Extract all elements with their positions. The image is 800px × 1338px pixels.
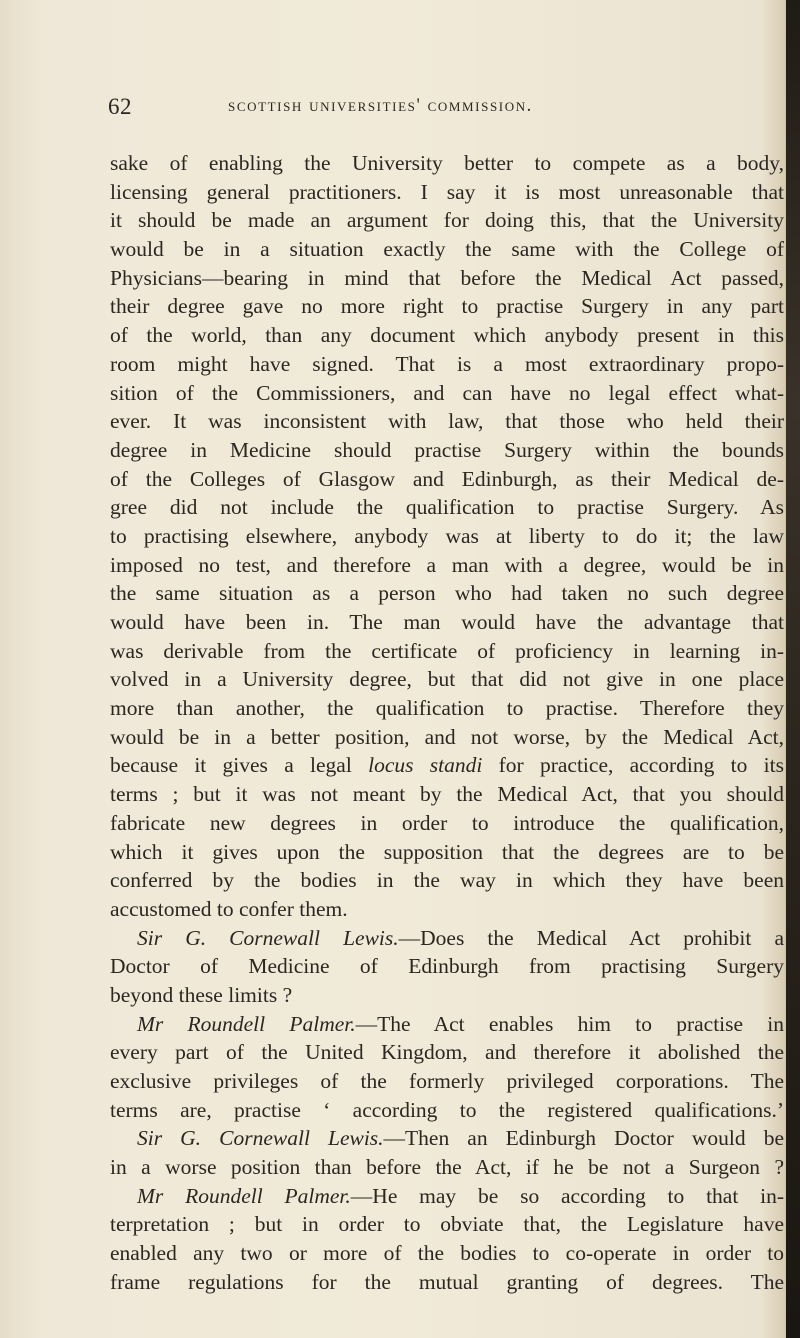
- text-segment: —He may be so according to that in-: [350, 1183, 784, 1208]
- text-line: conferred by the bodies in the way in which they have been: [110, 868, 784, 893]
- text-line: room might have signed. That is a most extraordinary propo-: [110, 351, 784, 376]
- text-line: ever. It was inconsistent with law, that those who held their: [110, 409, 784, 434]
- text-line: gree did not include the qualification to practise Surgery. As: [110, 495, 784, 520]
- text-line: every part of the United Kingdom, and therefore it abolished the: [110, 1040, 784, 1065]
- text-line: licensing general practitioners. I say it is most unreasonable that: [110, 179, 784, 204]
- text-line: [110, 1010, 784, 1039]
- text-line: of the Colleges of Glasgow and Edinburgh, as their Medical de-: [110, 466, 784, 491]
- text-line: imposed no test, and therefore a man with a degree, would be in: [110, 552, 784, 577]
- text-line: Physicians—bearing in mind that before the Medical Act passed,: [110, 265, 784, 290]
- speaker-name: Mr Roundell Palmer.: [137, 1011, 356, 1036]
- text-line: frame regulations for the mutual granting of degrees. The: [110, 1269, 784, 1294]
- text-line: terms are, practise ‘ according to the registered qualifications.’: [110, 1097, 784, 1122]
- text-line: in a worse position than before the Act, if he be not a Surgeon ?: [110, 1155, 784, 1180]
- text-line: [110, 924, 784, 953]
- text-line: accustomed to confer them.: [110, 896, 348, 921]
- running-head: scottish universities' commission.: [228, 96, 533, 116]
- text-line: more than another, the qualification to practise. Therefore they: [110, 696, 784, 721]
- text-segment: for practice, according to its: [498, 753, 784, 778]
- body-text: [110, 149, 784, 1297]
- text-segment: —Then an Edinburgh Doctor would be: [383, 1126, 784, 1151]
- speaker-name: Mr Roundell Palmer.: [137, 1183, 351, 1208]
- text-line: degree in Medicine should practise Surgery within the bounds: [110, 437, 784, 462]
- text-line: which it gives upon the supposition that the degrees are to be: [110, 839, 784, 864]
- text-line: would be in a situation exactly the same with the College of: [110, 237, 784, 262]
- text-line: to practising elsewhere, anybody was at liberty to do it; the law: [110, 523, 784, 548]
- text-line: [110, 1182, 784, 1211]
- text-segment: —Does the Medical Act prohibit a: [398, 925, 784, 950]
- text-line: sake of enabling the University better to compete as a body,: [110, 151, 784, 175]
- latin-phrase: locus standi: [368, 753, 483, 778]
- speaker-name: Sir G. Cornewall Lewis.: [137, 1126, 384, 1151]
- page-number: 62: [108, 94, 132, 119]
- speaker-name: Sir G. Cornewall Lewis.: [137, 925, 399, 950]
- text-line: would be in a better position, and not worse, by the Medical Act,: [110, 724, 784, 749]
- text-line: of the world, than any document which anybody present in this: [110, 323, 784, 348]
- text-line: their degree gave no more right to practise Surgery in any part: [110, 294, 784, 319]
- text-line: it should be made an argument for doing this, that the University: [110, 208, 784, 233]
- text-line: fabricate new degrees in order to introduce the qualification,: [110, 810, 784, 835]
- text-line: [110, 751, 784, 780]
- text-line: exclusive privileges of the formerly privileged corporations. The: [110, 1069, 784, 1093]
- page-header: [108, 94, 784, 124]
- text-line: [110, 1124, 784, 1153]
- page-edge-shadow: [786, 0, 800, 1338]
- text-line: would have been in. The man would have the advantage that: [110, 610, 784, 634]
- text-line: Doctor of Medicine of Edinburgh from practising Surgery: [110, 954, 784, 979]
- text-segment: —The Act enables him to practise in: [355, 1011, 784, 1036]
- text-line: volved in a University degree, but that did not give in one place: [110, 667, 784, 692]
- text-line: beyond these limits ?: [110, 982, 293, 1007]
- text-segment: because it gives a legal: [110, 753, 352, 778]
- text-line: was derivable from the certificate of proficiency in learning in-: [110, 638, 784, 663]
- text-line: sition of the Commissioners, and can have no legal effect what-: [110, 380, 784, 405]
- text-line: enabled any two or more of the bodies to co-operate in order to: [110, 1241, 784, 1266]
- text-line: terpretation ; but in order to obviate that, the Legislature have: [110, 1212, 784, 1237]
- text-line: terms ; but it was not meant by the Medical Act, that you should: [110, 782, 784, 807]
- text-line: the same situation as a person who had taken no such degree: [110, 581, 784, 606]
